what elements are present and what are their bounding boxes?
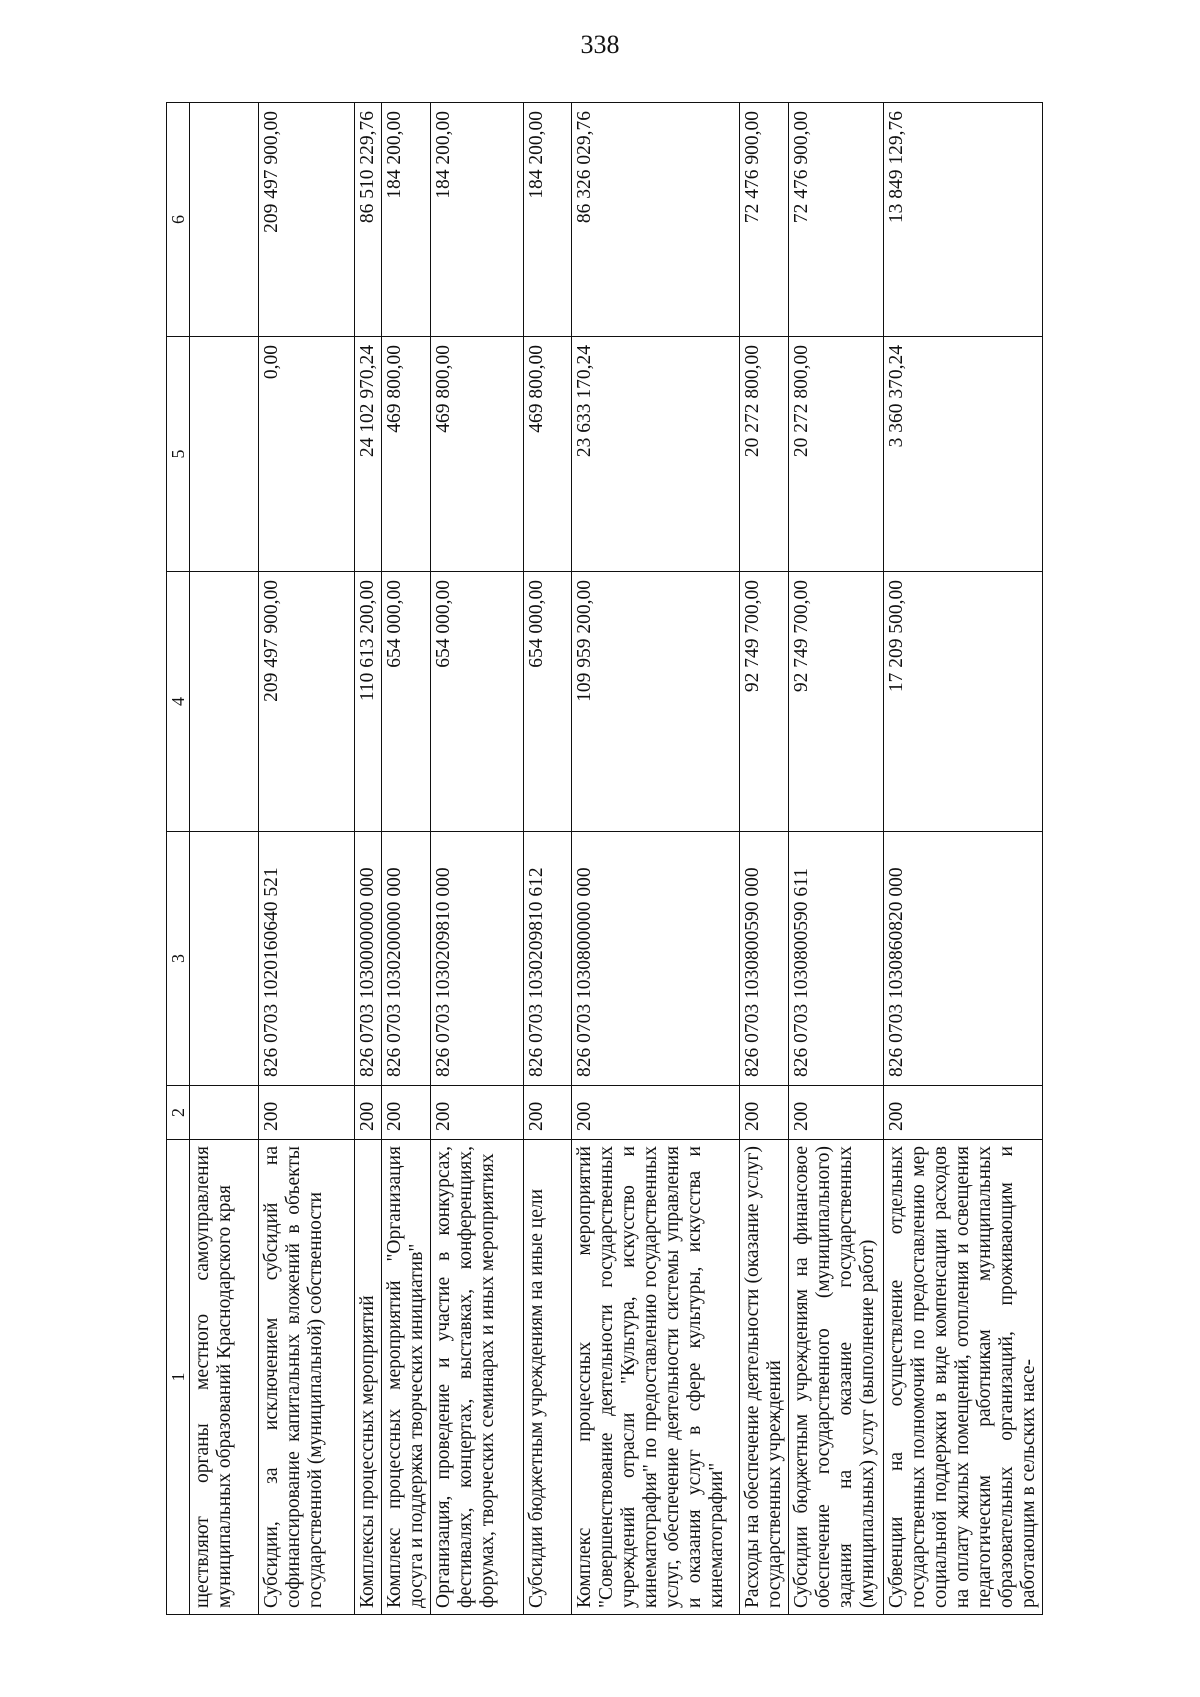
row-amount-change: 24 102 970,24: [355, 337, 382, 572]
table-row: [355, 103, 382, 1615]
row-amount-total: [190, 103, 259, 337]
row-code: 200: [382, 1086, 431, 1140]
row-amount-total: 72 476 900,00: [789, 103, 884, 337]
table-row: [789, 103, 884, 1615]
page-number: 338: [580, 30, 620, 59]
row-description: ществляют органы местного самоуправления муниципальных образований Краснодарского края: [190, 1140, 259, 1615]
row-amount-change: 469 800,00: [382, 337, 431, 572]
row-classification: [190, 832, 259, 1086]
table-row: [524, 103, 572, 1615]
row-amount-change: 20 272 800,00: [740, 337, 789, 572]
row-classification: 826 0703 1030209810 612: [524, 832, 572, 1086]
row-classification: 826 0703 1030800000 000: [572, 832, 740, 1086]
row-description: Субсидии бюджетным учреждениям на иные цели: [524, 1140, 572, 1615]
row-amount-approved: 654 000,00: [382, 572, 431, 832]
row-classification: 826 0703 1030209810 000: [431, 832, 524, 1086]
row-amount-change: 23 633 170,24: [572, 337, 740, 572]
row-amount-approved: 209 497 900,00: [259, 572, 355, 832]
row-amount-approved: 110 613 200,00: [355, 572, 382, 832]
row-description: Организация, проведение и участие в конкурсах, фестивалях, концертах, выставках, конференциях, форумах, творческих семинарах и иных мероприятиях: [431, 1140, 524, 1615]
row-classification: 826 0703 1030800590 611: [789, 832, 884, 1086]
row-amount-total: 184 200,00: [431, 103, 524, 337]
row-amount-total: 13 849 129,76: [884, 103, 1043, 337]
row-classification: 826 0703 1030200000 000: [382, 832, 431, 1086]
row-code: 200: [572, 1086, 740, 1140]
column-number: 5: [167, 337, 190, 572]
row-amount-approved: 654 000,00: [524, 572, 572, 832]
row-code: 200: [524, 1086, 572, 1140]
row-code: 200: [789, 1086, 884, 1140]
row-amount-total: 72 476 900,00: [740, 103, 789, 337]
table-row: [382, 103, 431, 1615]
row-code: 200: [884, 1086, 1043, 1140]
row-description: Субвенции на осуществление отдельных государственных полномочий по предоставлению мер социальной поддержки в виде компенсации расходов на оплату жилых помещений, отопления и освещения педагогическим работникам муниципальных образовательных организаций, проживающим и работающим в сельских насе-: [884, 1140, 1043, 1615]
row-description: Комплексы процессных мероприятий: [355, 1140, 382, 1615]
row-amount-approved: 109 959 200,00: [572, 572, 740, 832]
row-amount-total: 86 510 229,76: [355, 103, 382, 337]
table-row: [740, 103, 789, 1615]
row-amount-approved: 654 000,00: [431, 572, 524, 832]
table-row: [431, 103, 524, 1615]
row-amount-change: 0,00: [259, 337, 355, 572]
row-classification: 826 0703 1030860820 000: [884, 832, 1043, 1086]
row-code: 200: [355, 1086, 382, 1140]
row-amount-approved: 17 209 500,00: [884, 572, 1043, 832]
table-row: [884, 103, 1043, 1615]
column-number: 3: [167, 832, 190, 1086]
column-number: 2: [167, 1086, 190, 1140]
row-code: 200: [740, 1086, 789, 1140]
row-amount-change: [190, 337, 259, 572]
row-amount-approved: [190, 572, 259, 832]
budget-table: [166, 102, 1043, 1615]
row-amount-approved: 92 749 700,00: [740, 572, 789, 832]
column-number: 1: [167, 1140, 190, 1615]
row-description: Расходы на обеспечение деятельности (оказание услуг) государственных учреждений: [740, 1140, 789, 1615]
row-amount-change: 469 800,00: [524, 337, 572, 572]
row-amount-change: 3 360 370,24: [884, 337, 1043, 572]
row-amount-total: 184 200,00: [524, 103, 572, 337]
row-code: 200: [259, 1086, 355, 1140]
column-number: 6: [167, 103, 190, 337]
row-description: Комплекс процессных мероприятий "Организация досуга и поддержка творческих инициатив": [382, 1140, 431, 1615]
row-classification: 826 0703 1030000000 000: [355, 832, 382, 1086]
row-amount-total: 86 326 029,76: [572, 103, 740, 337]
row-code: 200: [431, 1086, 524, 1140]
row-amount-change: 469 800,00: [431, 337, 524, 572]
table-row: [259, 103, 355, 1615]
column-number: 4: [167, 572, 190, 832]
rotated-table-container: [166, 103, 1040, 1615]
row-amount-approved: 92 749 700,00: [789, 572, 884, 832]
row-classification: 826 0703 1020160640 521: [259, 832, 355, 1086]
row-description: Субсидии, за исключением субсидий на софинансирование капитальных вложений в объекты государственной (муниципальной) собственности: [259, 1140, 355, 1615]
table-row: [572, 103, 740, 1615]
table-row: [190, 103, 259, 1615]
column-number-row: [167, 103, 190, 1615]
row-amount-total: 184 200,00: [382, 103, 431, 337]
row-code: [190, 1086, 259, 1140]
row-amount-change: 20 272 800,00: [789, 337, 884, 572]
row-amount-total: 209 497 900,00: [259, 103, 355, 337]
row-classification: 826 0703 1030800590 000: [740, 832, 789, 1086]
row-description: Комплекс процессных мероприятий "Совершенствование деятельности государственных учреждений отрасли "Культура, искусство и кинематография" по предоставлению государственных услуг, обеспечение деятельности системы управления и оказания услуг в сфере культуры, искусства и кинематографии": [572, 1140, 740, 1615]
row-description: Субсидии бюджетным учреждениям на финансовое обеспечение государственного (муниципального) задания на оказание государственных (муниципальных) услуг (выполнение работ): [789, 1140, 884, 1615]
